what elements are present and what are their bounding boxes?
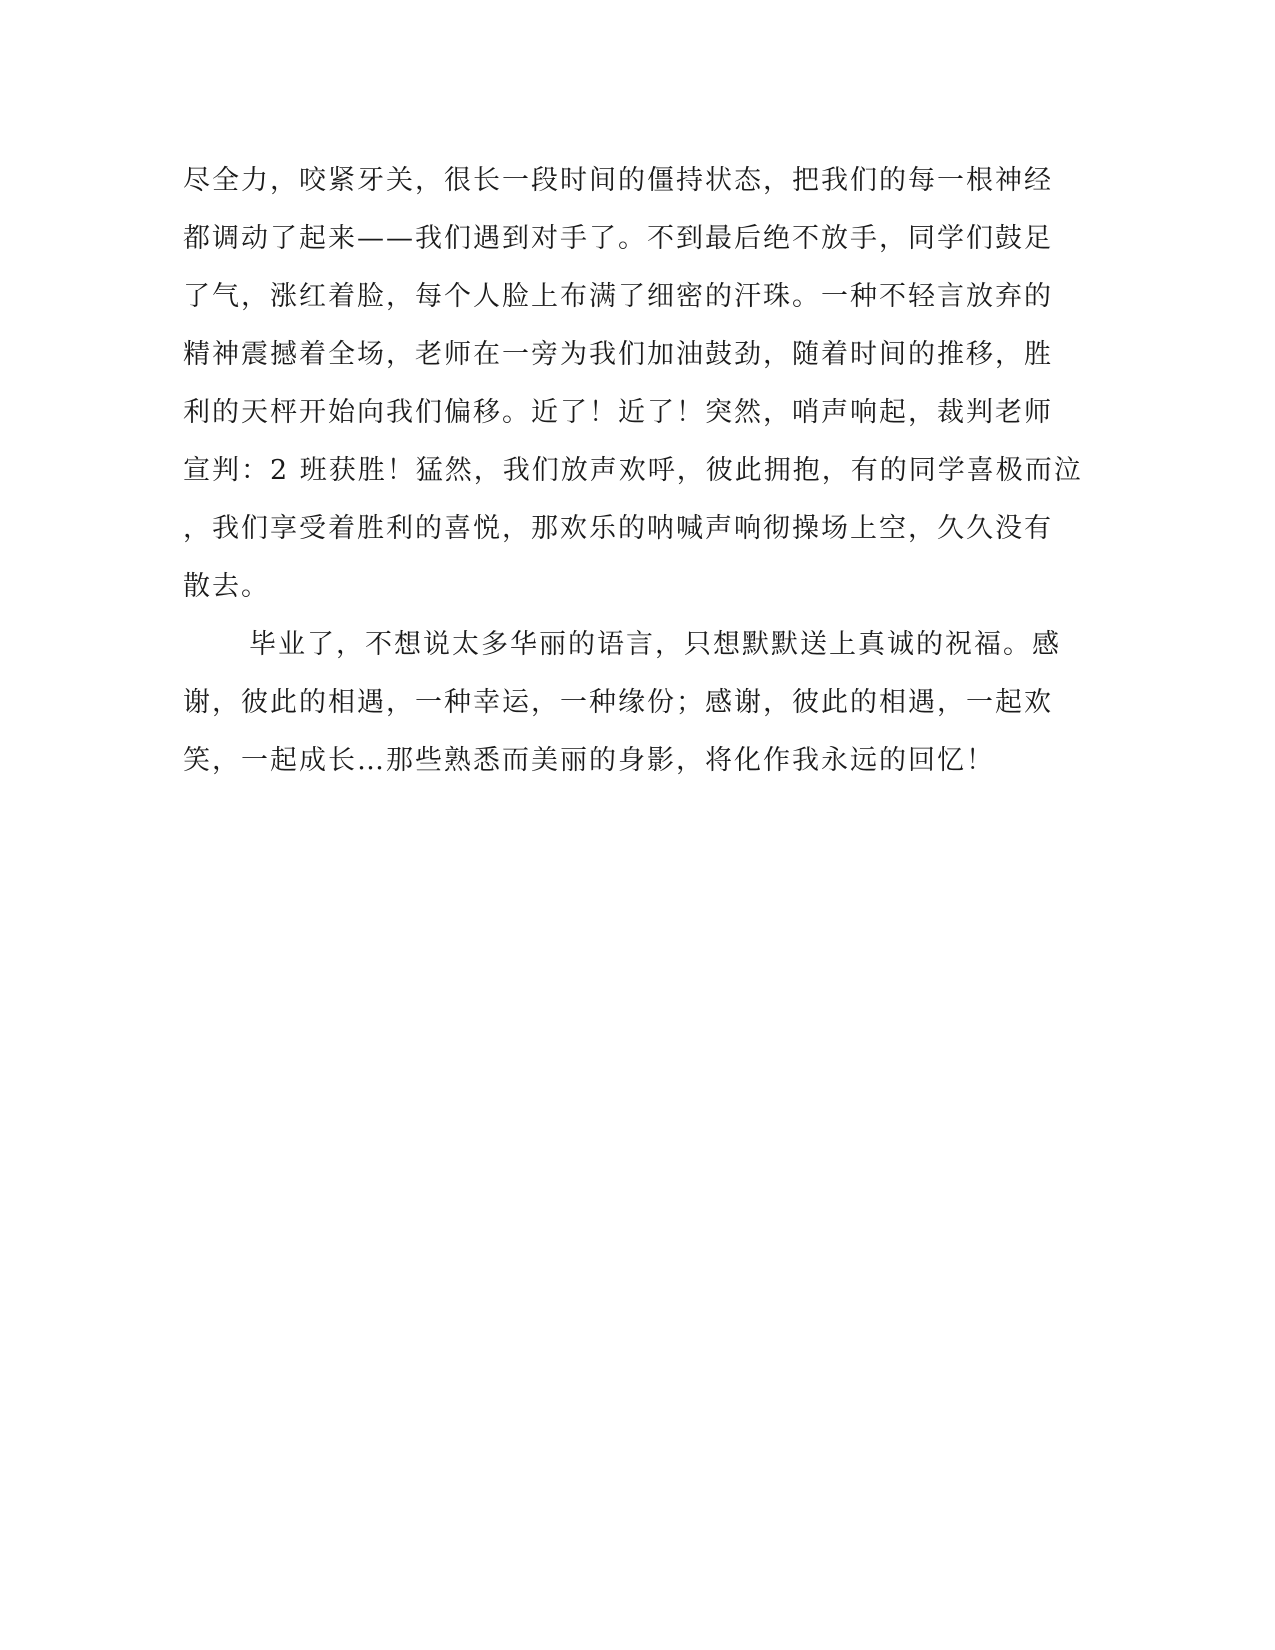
text-line: 了气，涨红着脸，每个人脸上布满了细密的汗珠。一种不轻言放弃的 [183, 281, 1053, 312]
paragraph-start-line: 毕业了，不想说太多华丽的语言，只想默默送上真诚的祝福。感 [249, 629, 1061, 660]
text-line: 笑，一起成长…那些熟悉而美丽的身影，将化作我永远的回忆！ [183, 745, 995, 776]
text-line: 尽全力，咬紧牙关，很长一段时间的僵持状态，把我们的每一根神经 [183, 165, 1053, 196]
text-line: 宣判：2 班获胜！猛然，我们放声欢呼，彼此拥抱，有的同学喜极而泣 [183, 455, 1083, 486]
text-line: 都调动了起来——我们遇到对手了。不到最后绝不放手，同学们鼓足 [183, 223, 1053, 254]
text-line: ，我们享受着胜利的喜悦，那欢乐的呐喊声响彻操场上空，久久没有 [183, 513, 1053, 544]
text-line: 散去。 [183, 571, 270, 602]
text-line: 精神震撼着全场，老师在一旁为我们加油鼓劲，随着时间的推移，胜 [183, 339, 1053, 370]
body-text [183, 158, 1083, 796]
text-line: 谢，彼此的相遇，一种幸运，一种缘份；感谢，彼此的相遇，一起欢 [183, 687, 1053, 718]
text-line: 利的天枰开始向我们偏移。近了！近了！突然，哨声响起，裁判老师 [183, 397, 1053, 428]
